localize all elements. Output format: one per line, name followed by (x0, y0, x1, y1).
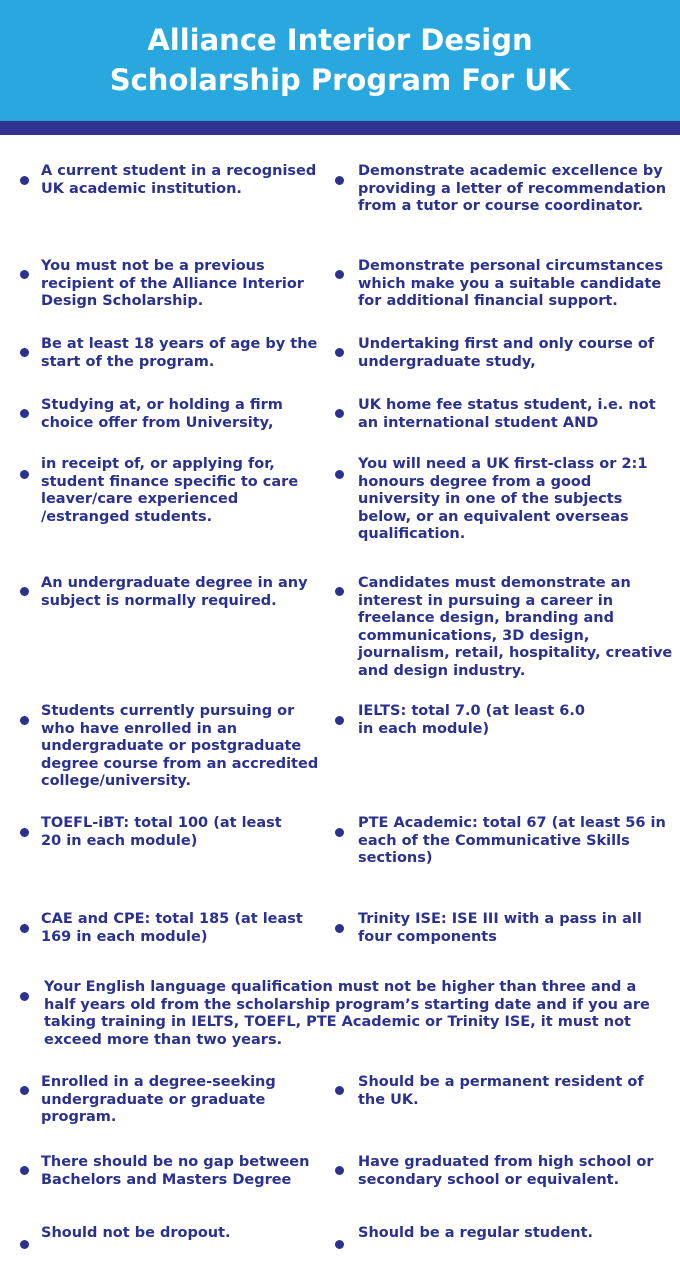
bullet-icon (335, 348, 344, 357)
bullet-icon (20, 470, 29, 479)
eligibility-item: Studying at, or holding a firm choice offer from University, (41, 397, 283, 431)
bullet-icon (20, 1086, 29, 1095)
eligibility-item: Trinity ISE: ISE III with a pass in all four components (358, 911, 642, 945)
title-line-1: Alliance Interior Design (147, 23, 533, 57)
eligibility-item: Students currently pursuing or who have enrolled in an undergraduate or postgraduate degree course from an accredited college/university. (41, 703, 319, 789)
eligibility-item: Be at least 18 years of age by the start of the program. (41, 336, 318, 370)
eligibility-item: PTE Academic: total 67 (at least 56 in each of the Communicative Skills sections) (358, 815, 666, 866)
eligibility-item: You will need a UK first-class or 2:1 honours degree from a good university in one of the subjects below, or an equivalent overseas qualification. (358, 456, 648, 542)
eligibility-item-full: Your English language qualification must not be higher than three and a half years old from the scholarship program’s starting date and if you are taking training in IELTS, TOEFL, PTE Academic or Trinity ISE, it must not exceed more than two years. (44, 979, 650, 1048)
bullet-icon (20, 176, 29, 185)
bullet-icon (335, 1240, 344, 1249)
bullet-icon (335, 470, 344, 479)
eligibility-item: UK home fee status student, i.e. not an international student AND (358, 397, 656, 431)
eligibility-item: Candidates must demonstrate an interest in pursuing a career in freelance design, branding and communications, 3D design, journalism, retail, hospitality, creative and design industry. (358, 575, 673, 679)
bullet-icon (20, 348, 29, 357)
eligibility-item: Have graduated from high school or secondary school or equivalent. (358, 1154, 654, 1188)
bullet-icon (20, 828, 29, 837)
title-line-2: Scholarship Program For UK (109, 63, 571, 97)
header-stripe (0, 121, 680, 135)
bullet-icon (335, 1166, 344, 1175)
eligibility-item: Undertaking first and only course of undergraduate study, (358, 336, 655, 370)
eligibility-item: CAE and CPE: total 185 (at least 169 in each module) (41, 911, 303, 945)
eligibility-item: An undergraduate degree in any subject is normally required. (41, 575, 308, 609)
bullet-icon (335, 1086, 344, 1095)
bullet-icon (335, 587, 344, 596)
bullet-icon (20, 409, 29, 418)
bullet-icon (335, 176, 344, 185)
eligibility-item: Demonstrate academic excellence by providing a letter of recommendation from a tutor or course coordinator. (358, 163, 667, 214)
eligibility-item: A current student in a recognised UK academic institution. (41, 163, 317, 197)
bullet-icon (335, 828, 344, 837)
eligibility-item: TOEFL-iBT: total 100 (at least 20 in each module) (41, 815, 282, 849)
bullet-icon (20, 270, 29, 279)
eligibility-item: Should be a permanent resident of the UK. (358, 1074, 644, 1108)
eligibility-item: Should not be dropout. (41, 1225, 231, 1241)
bullet-icon (335, 924, 344, 933)
bullet-icon (20, 924, 29, 933)
bullet-icon (20, 1166, 29, 1175)
bullet-icon (335, 270, 344, 279)
page-title (0, 20, 680, 100)
bullet-icon (335, 409, 344, 418)
eligibility-item: Demonstrate personal circumstances which make you a suitable candidate for additional financial support. (358, 258, 664, 309)
eligibility-item: Should be a regular student. (358, 1225, 594, 1241)
eligibility-item: IELTS: total 7.0 (at least 6.0 in each module) (358, 703, 585, 737)
eligibility-item: Enrolled in a degree-seeking undergraduate or graduate program. (41, 1074, 276, 1125)
bullet-icon (20, 1240, 29, 1249)
bullet-icon (20, 992, 29, 1001)
bullet-icon (335, 716, 344, 725)
eligibility-item: You must not be a previous recipient of the Alliance Interior Design Scholarship. (41, 258, 304, 309)
eligibility-item: There should be no gap between Bachelors and Masters Degree (41, 1154, 310, 1188)
bullet-icon (20, 716, 29, 725)
bullet-icon (20, 587, 29, 596)
eligibility-item: in receipt of, or applying for, student finance specific to care leaver/care experienced /estranged students. (41, 456, 299, 525)
